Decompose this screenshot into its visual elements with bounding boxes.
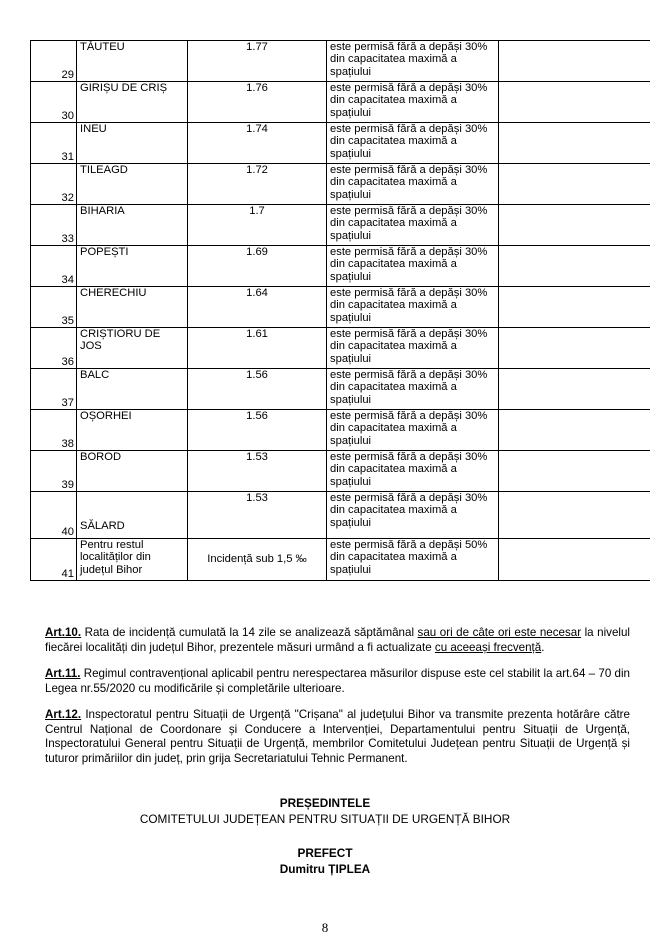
row-number: 35 bbox=[31, 287, 77, 328]
empty-cell bbox=[499, 539, 650, 581]
measure-text: este permisă fără a depăși 30% din capacitatea maximă a spațiului bbox=[327, 123, 499, 164]
signature-role: PREFECT bbox=[297, 846, 353, 860]
incidence-value: 1.7 bbox=[188, 205, 327, 246]
incidence-value: 1.53 bbox=[188, 451, 327, 492]
row-number: 29 bbox=[31, 41, 77, 82]
localities-table bbox=[30, 40, 650, 581]
page-number: 8 bbox=[321, 920, 329, 935]
locality-name: BALC bbox=[77, 369, 188, 410]
empty-cell bbox=[499, 451, 650, 492]
empty-cell bbox=[499, 328, 650, 369]
article-10-underlined-2: cu aceeași frecvență bbox=[434, 640, 542, 654]
incidence-value: Incidență sub 1,5 ‰ bbox=[188, 539, 327, 581]
article-11 bbox=[45, 667, 630, 696]
row-number: 31 bbox=[31, 123, 77, 164]
measure-text: este permisă fără a depăși 30% din capacitatea maximă a spațiului bbox=[327, 328, 499, 369]
empty-cell bbox=[499, 123, 650, 164]
row-number: 34 bbox=[31, 246, 77, 287]
incidence-value: 1.76 bbox=[188, 82, 327, 123]
table-row bbox=[31, 82, 650, 123]
locality-name: BOROD bbox=[77, 451, 188, 492]
locality-name: GIRIȘU DE CRIȘ bbox=[77, 82, 188, 123]
empty-cell bbox=[499, 41, 650, 82]
measure-text: este permisă fără a depăși 30% din capacitatea maximă a spațiului bbox=[327, 41, 499, 82]
row-number: 37 bbox=[31, 369, 77, 410]
article-10 bbox=[45, 626, 630, 655]
measure-text: este permisă fără a depăși 30% din capacitatea maximă a spațiului bbox=[327, 82, 499, 123]
row-number: 41 bbox=[31, 539, 77, 581]
locality-name: TĂUTEU bbox=[77, 41, 188, 82]
incidence-value: 1.72 bbox=[188, 164, 327, 205]
table-row bbox=[31, 328, 650, 369]
locality-name: OȘORHEI bbox=[77, 410, 188, 451]
table-row bbox=[31, 205, 650, 246]
table-row bbox=[31, 369, 650, 410]
table-row bbox=[31, 164, 650, 205]
signature-name: Dumitru ȚIPLEA bbox=[279, 862, 371, 876]
row-number: 30 bbox=[31, 82, 77, 123]
locality-name: TILEAGD bbox=[77, 164, 188, 205]
empty-cell bbox=[499, 410, 650, 451]
article-10-text-c: . bbox=[541, 640, 545, 654]
empty-cell bbox=[499, 369, 650, 410]
incidence-value: 1.56 bbox=[188, 410, 327, 451]
article-11-text: Regimul contravențional aplicabil pentru nerespectarea măsurilor dispuse este cel stabilit la art.64 – 70 din Legea nr.55/2020 cu modificările și completările ulterioare. bbox=[45, 667, 630, 695]
row-number: 32 bbox=[31, 164, 77, 205]
table-row bbox=[31, 492, 650, 539]
table-row bbox=[31, 451, 650, 492]
article-10-underlined-1: sau ori de câte ori este necesar bbox=[417, 626, 582, 639]
table-row bbox=[31, 539, 650, 581]
signature-committee: COMITETULUI JUDEȚEAN PENTRU SITUAȚII DE URGENȚĂ BIHOR bbox=[139, 812, 511, 826]
article-12-label: Art.12. bbox=[45, 708, 82, 721]
signature-title: PREȘEDINTELE bbox=[279, 796, 371, 810]
empty-cell bbox=[499, 246, 650, 287]
table-row bbox=[31, 246, 650, 287]
article-12-text: Inspectoratul pentru Situații de Urgență "Crișana" al județului Bihor va transmite prezenta hotărâre către Centrul Național de Coordonare și Conducere a Intervenției, Departamentului pentru Situații de Urgență, Inspectoratului General pentru Situații de Urgență, membrilor Comitetului Județean pentru Situații de Urgență și tuturor primăriilor din județ, prin grija Secretariatului Tehnic Permanent. bbox=[45, 708, 630, 765]
table-row bbox=[31, 123, 650, 164]
empty-cell bbox=[499, 164, 650, 205]
measure-text: este permisă fără a depăși 30% din capacitatea maximă a spațiului bbox=[327, 205, 499, 246]
measure-text: este permisă fără a depăși 30% din capacitatea maximă a spațiului bbox=[327, 410, 499, 451]
empty-cell bbox=[499, 205, 650, 246]
article-11-label: Art.11. bbox=[45, 667, 81, 680]
measure-text: este permisă fără a depăși 30% din capacitatea maximă a spațiului bbox=[327, 492, 499, 539]
locality-name: CRIȘTIORU DE JOS bbox=[77, 328, 188, 369]
incidence-value: 1.64 bbox=[188, 287, 327, 328]
incidence-value: 1.61 bbox=[188, 328, 327, 369]
row-number: 33 bbox=[31, 205, 77, 246]
measure-text: este permisă fără a depăși 50% din capacitatea maximă a spațiului bbox=[327, 539, 499, 581]
measure-text: este permisă fără a depăși 30% din capacitatea maximă a spațiului bbox=[327, 287, 499, 328]
locality-name: POPEȘTI bbox=[77, 246, 188, 287]
locality-name: INEU bbox=[77, 123, 188, 164]
measure-text: este permisă fără a depăși 30% din capacitatea maximă a spațiului bbox=[327, 164, 499, 205]
empty-cell bbox=[499, 82, 650, 123]
incidence-value: 1.69 bbox=[188, 246, 327, 287]
table-row bbox=[31, 287, 650, 328]
incidence-value: 1.77 bbox=[188, 41, 327, 82]
row-number: 38 bbox=[31, 410, 77, 451]
incidence-value: 1.74 bbox=[188, 123, 327, 164]
measure-text: este permisă fără a depăși 30% din capacitatea maximă a spațiului bbox=[327, 369, 499, 410]
row-number: 39 bbox=[31, 451, 77, 492]
locality-name: SĂLARD bbox=[77, 492, 188, 539]
row-number: 40 bbox=[31, 492, 77, 539]
locality-name: CHERECHIU bbox=[77, 287, 188, 328]
row-number: 36 bbox=[31, 328, 77, 369]
measure-text: este permisă fără a depăși 30% din capacitatea maximă a spațiului bbox=[327, 451, 499, 492]
locality-name: BIHARIA bbox=[77, 205, 188, 246]
measure-text: este permisă fără a depăși 30% din capacitatea maximă a spațiului bbox=[327, 246, 499, 287]
incidence-value: 1.56 bbox=[188, 369, 327, 410]
table-body bbox=[31, 41, 650, 581]
article-12 bbox=[45, 708, 630, 766]
locality-name: Pentru restul localităților din județul Bihor bbox=[77, 539, 188, 581]
table-row bbox=[31, 41, 650, 82]
empty-cell bbox=[499, 287, 650, 328]
article-10-label: Art.10. bbox=[45, 626, 82, 639]
incidence-value: 1.53 bbox=[188, 492, 327, 539]
empty-cell bbox=[499, 492, 650, 539]
article-10-text-a: Rata de incidență cumulată la 14 zile se analizează săptămânal bbox=[81, 626, 418, 639]
table-row bbox=[31, 410, 650, 451]
article-10-text-b: la nivelul fiecărei localități din județul Bihor, prezentele măsuri urmând a fi actualizate bbox=[45, 626, 631, 654]
